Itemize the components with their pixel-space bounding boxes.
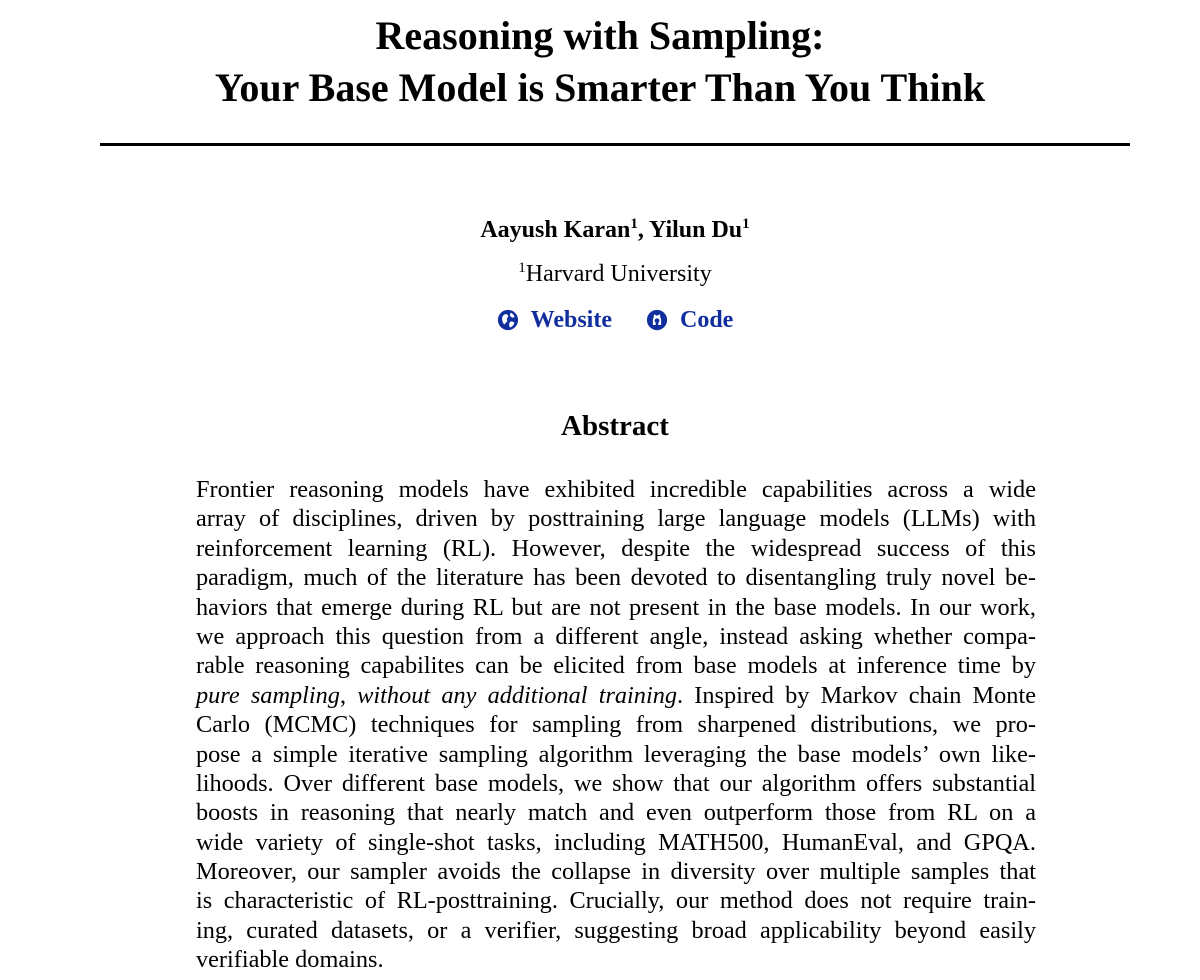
abstract-line	[196, 622, 1036, 651]
abstract-text: ,	[339, 681, 358, 709]
abstract-line	[196, 710, 1036, 739]
paper-title-line-1: Reasoning with Sampling:	[375, 13, 825, 58]
abstract-text: haviors that emerge during RL but are not present in the base models. In our work,	[196, 593, 1036, 621]
author-affil-mark: 1	[630, 216, 638, 232]
abstract-heading: Abstract	[561, 410, 669, 442]
paper-title-line-2: Your Base Model is Smarter Than You Think	[214, 65, 986, 110]
abstract-text: ing, curated datasets, or a verifier, suggesting broad applicability beyond easily	[196, 916, 1036, 944]
abstract-emphasis: without any additional training	[357, 681, 678, 709]
affiliation-mark: 1	[518, 260, 526, 276]
title-rule	[100, 143, 1130, 146]
abstract-text: . Inspired by Markov chain Monte	[677, 681, 1036, 709]
abstract-text: is characteristic of RL-posttraining. Crucially, our method does not require train-	[196, 887, 1036, 915]
abstract-line	[196, 593, 1036, 622]
abstract-text: array of disciplines, driven by posttraining large language models (LLMs) with	[196, 505, 1036, 533]
github-icon	[646, 309, 668, 331]
abstract-line	[196, 681, 1036, 710]
abstract-text: paradigm, much of the literature has been devoted to disentangling truly novel be-	[196, 564, 1036, 592]
abstract-line	[196, 475, 1036, 504]
abstract-line	[196, 651, 1036, 680]
author-affil-mark: 1	[742, 216, 750, 232]
abstract-line	[196, 563, 1036, 592]
abstract-text: wide variety of single-shot tasks, including MATH500, HumanEval, and GPQA.	[196, 828, 1036, 856]
affiliation-name: Harvard University	[525, 261, 712, 287]
website-link[interactable]	[497, 302, 612, 338]
abstract-text: Frontier reasoning models have exhibited incredible capabilities across a wide	[196, 476, 1036, 503]
abstract-text: Moreover, our sampler avoids the collapse in diversity over multiple samples that	[196, 858, 1036, 886]
abstract-text: pose a simple iterative sampling algorithm leveraging the base models’ own like-	[196, 740, 1036, 768]
abstract-text: verifiable domains.	[196, 946, 384, 974]
author-list	[0, 214, 1200, 246]
globe-icon	[497, 309, 519, 331]
abstract-line	[196, 945, 1036, 974]
abstract-line	[196, 916, 1036, 945]
abstract-line	[196, 740, 1036, 769]
abstract-line	[196, 828, 1036, 857]
abstract-line	[196, 534, 1036, 563]
author-separator: ,	[637, 217, 649, 243]
abstract-emphasis: pure sampling	[196, 681, 340, 709]
abstract-line	[196, 798, 1036, 827]
paper-title	[0, 10, 1200, 114]
code-link[interactable]	[646, 302, 733, 338]
abstract-body	[196, 475, 1036, 975]
abstract-line	[196, 886, 1036, 915]
abstract-text: reinforcement learning (RL). However, despite the widespread success of this	[196, 534, 1036, 562]
abstract-line	[196, 857, 1036, 886]
abstract-text: lihoods. Over different base models, we show that our algorithm offers substantial	[196, 769, 1036, 797]
website-link-label: Website	[530, 307, 612, 333]
abstract-text: boosts in reasoning that nearly match and even outperform those from RL on a	[196, 799, 1036, 827]
affiliation	[0, 258, 1200, 290]
author-name: Aayush Karan	[480, 217, 631, 243]
abstract-text: Carlo (MCMC) techniques for sampling from sharpened distributions, we pro-	[196, 711, 1036, 739]
code-link-label: Code	[679, 307, 734, 333]
abstract-text: rable reasoning capabilites can be elicited from base models at inference time by	[196, 652, 1036, 680]
abstract-line	[196, 769, 1036, 798]
abstract-text: we approach this question from a different angle, instead asking whether compa-	[196, 622, 1036, 650]
abstract-line	[196, 504, 1036, 533]
author-name: Yilun Du	[649, 217, 743, 243]
paper-links	[0, 302, 1200, 342]
